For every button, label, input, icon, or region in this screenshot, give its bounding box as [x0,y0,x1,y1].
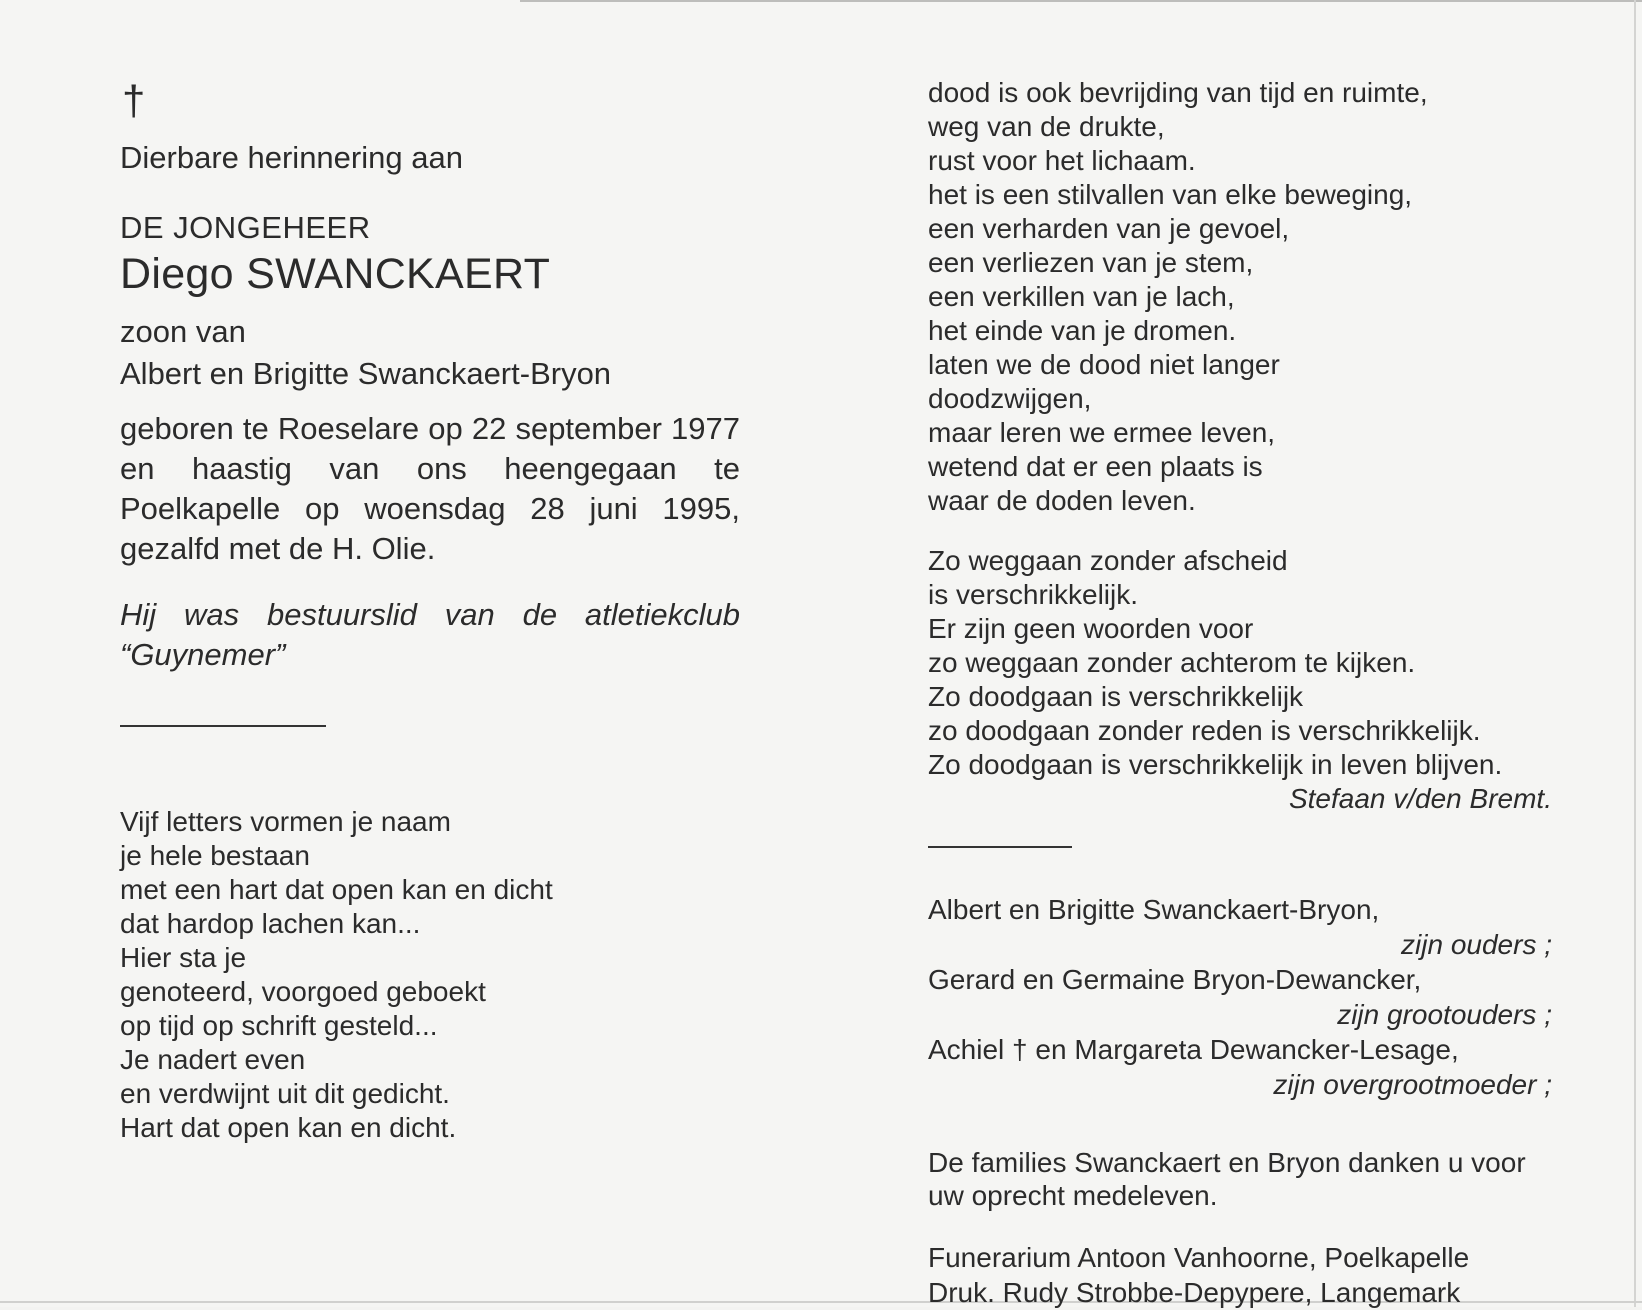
poem-line: je hele bestaan [120,840,310,871]
poem-right-second [928,544,1560,782]
poem-right-first [928,76,1560,518]
divider [120,725,326,727]
poem-line: zo weggaan zonder achterom te kijken. [928,647,1416,678]
family-role: zijn overgrootmoeder ; [1273,1069,1552,1100]
parents-label: zoon van [120,314,246,349]
poem-line: op tijd op schrift gesteld... [120,1010,438,1041]
poem-line: een verkillen van je lach, [928,281,1235,312]
poem-line: Zo doodgaan is verschrikkelijk [928,681,1304,712]
card-right-edge [1634,0,1636,1307]
poem-line: Vijf letters vormen je naam [120,806,451,837]
family-role: zijn ouders ; [1401,929,1552,960]
poem-line: zo doodgaan zonder reden is verschrikkelijk. [928,715,1481,746]
family-role: zijn grootouders ; [1337,999,1552,1030]
poem-left [120,805,740,1145]
deceased-name: Diego SWANCKAERT [120,250,551,298]
poem-line: laten we de dood niet langer [928,349,1280,380]
club-note: Hij was bestuurslid van de atletiekclub “Guynemer” [120,597,740,672]
poem-line: rust voor het lichaam. [928,145,1196,176]
family-list [928,892,1552,1102]
poem-line: dood is ook bevrijding van tijd en ruimte, [928,77,1428,108]
poem-line: Zo weggaan zonder afscheid [928,545,1288,576]
poem-line: Hart dat open kan en dicht. [120,1112,457,1143]
thanks-text: De families Swanckaert en Bryon danken u voor uw oprecht medeleven. [928,1147,1526,1211]
parents-names: Albert en Brigitte Swanckaert-Bryon [120,356,612,391]
poem-line: met een hart dat open kan en dicht [120,874,553,905]
divider [928,846,1072,848]
left-column [120,77,740,1145]
biography: geboren te Roeselare op 22 september 1977 en haastig van ons heengegaan te Poelkapelle op woensdag 28 juni 1995, gezalfd met de H. Olie. [120,411,740,566]
cross-icon: † [122,77,146,124]
poem-line: en verdwijnt uit dit gedicht. [120,1078,450,1109]
poem-line: wetend dat er een plaats is [928,451,1263,482]
poem-line: maar leren we ermee leven, [928,417,1276,448]
card-top-edge [520,0,1642,2]
poem-author: Stefaan v/den Bremt. [1288,783,1552,814]
poem-line: dat hardop lachen kan... [120,908,421,939]
poem-line: doodzwijgen, [928,383,1092,414]
funeral-home: Funerarium Antoon Vanhoorne, Poelkapelle [928,1242,1470,1273]
parents-block [120,311,740,395]
poem-line: Hier sta je [120,942,247,973]
family-names: Achiel † en Margareta Dewancker-Lesage, [928,1034,1459,1065]
poem-line: is verschrikkelijk. [928,579,1139,610]
poem-line: genoteerd, voorgoed geboekt [120,976,486,1007]
poem-line: Je nadert even [120,1044,306,1075]
right-column [928,76,1560,1310]
poem-line: waar de doden leven. [928,485,1196,516]
family-names: Gerard en Germaine Bryon-Dewancker, [928,964,1422,995]
printer: Druk. Rudy Strobbe-Depypere, Langemark [928,1277,1461,1308]
poem-line: een verliezen van je stem, [928,247,1254,278]
footer [928,1240,1552,1310]
poem-line: Zo doodgaan is verschrikkelijk in leven blijven. [928,749,1503,780]
poem-line: het is een stilvallen van elke beweging, [928,179,1413,210]
intro-text: Dierbare herinnering aan [120,140,463,175]
poem-line: een verharden van je gevoel, [928,213,1290,244]
poem-line: weg van de drukte, [928,111,1165,142]
poem-line: het einde van je dromen. [928,315,1237,346]
poem-line: Er zijn geen woorden voor [928,613,1254,644]
title-prefix: DE JONGEHEER [120,210,371,245]
family-names: Albert en Brigitte Swanckaert-Bryon, [928,894,1380,925]
